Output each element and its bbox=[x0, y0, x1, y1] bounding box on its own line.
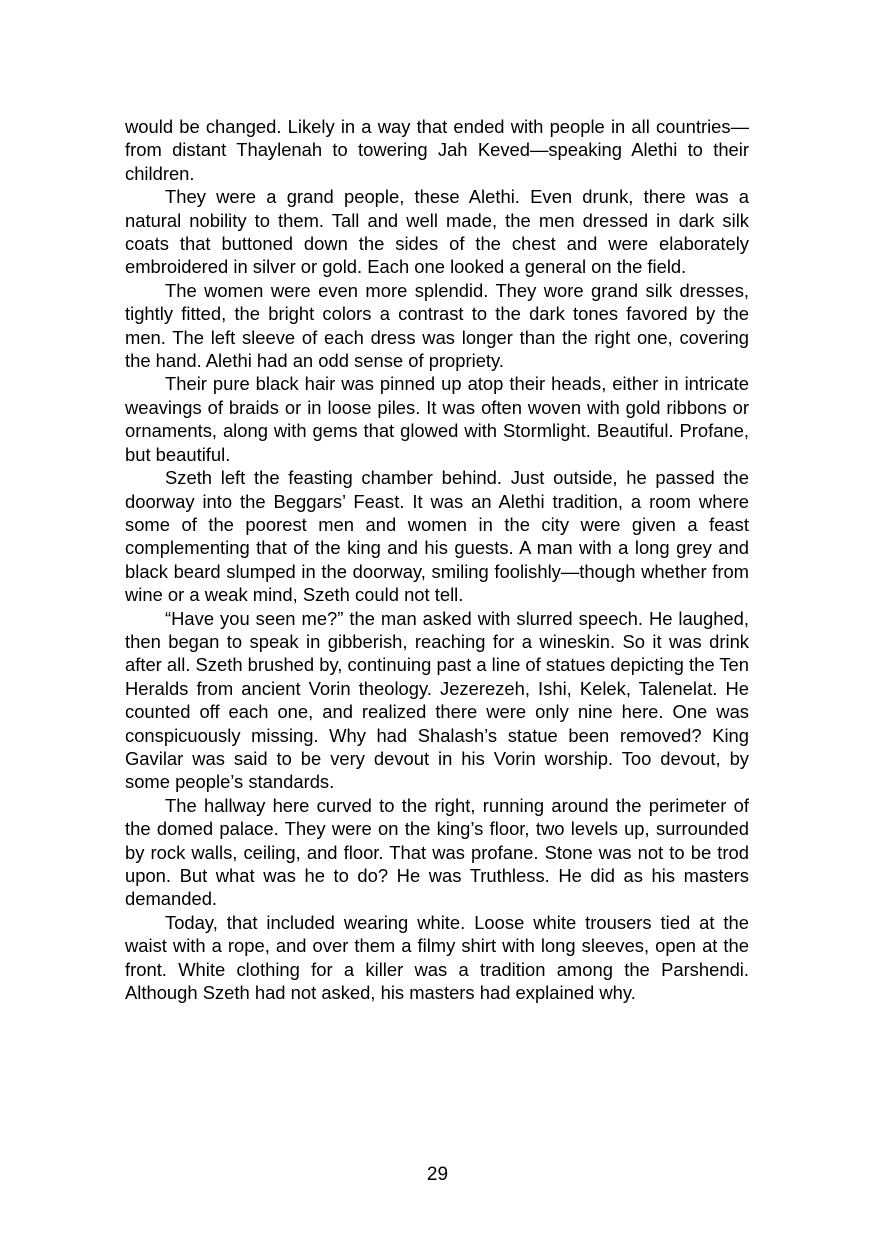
paragraph-continuation: would be changed. Likely in a way that ended with people in all countries—from distant Thaylenah to towering Jah Keved—speaking Alethi to their children. bbox=[125, 116, 749, 184]
paragraph-heralds-statues: “Have you seen me?” the man asked with slurred speech. He laughed, then began to speak in gibberish, reaching for a wineskin. So it was drink after all. Szeth brushed by, continuing past a line of statues depicting the Ten Heralds from ancient Vorin theology. Jezerezeh, Ishi, Kelek, Talenelat. He counted off each one, and realized there were only nine here. One was conspicuously missing. Why had Shalash’s statue been removed? King Gavilar was said to be very devout in his Vorin worship. Too devout, by some people’s standards. bbox=[125, 607, 749, 793]
paragraph-beggars-feast: Szeth left the feasting chamber behind. Just outside, he passed the doorway into the Beggars’ Feast. It was an Alethi tradition, a room where some of the poorest men and women in the city were given a feast complementing that of the king and his guests. A man with a long grey and black beard slumped in the doorway, smiling foolishly—though whether from wine or a weak mind, Szeth could not tell. bbox=[125, 467, 749, 606]
paragraph-white-clothing: Today, that included wearing white. Loose white trousers tied at the waist with a rope, and over them a filmy shirt with long sleeves, open at the front. White clothing for a killer was a tradition among the Parshendi. Although Szeth had not asked, his masters had explained why. bbox=[125, 911, 749, 1004]
paragraph-hallway: The hallway here curved to the right, running around the perimeter of the domed palace. They were on the king’s floor, two levels up, surrounded by rock walls, ceiling, and floor. That was profane. Stone was not to be trod upon. But what was he to do? He was Truthless. He did as his masters demanded. bbox=[125, 794, 749, 910]
paragraph-alethi-people: They were a grand people, these Alethi. Even drunk, there was a natural nobility to them. Tall and well made, the men dressed in dark silk coats that buttoned down the sides of the chest and were elaborately embroidered in silver or gold. Each one looked a general on the field. bbox=[125, 186, 749, 278]
paragraph-black-hair: Their pure black hair was pinned up atop their heads, either in intricate weavings of braids or in loose piles. It was often woven with gold ribbons or ornaments, along with gems that glowed with Stormlight. Beautiful. Profane, but beautiful. bbox=[125, 373, 749, 465]
page-number: 29 bbox=[426, 1164, 449, 1185]
body-text bbox=[125, 115, 749, 1004]
paragraph-women-dresses: The women were even more splendid. They wore grand silk dresses, tightly fitted, the bright colors a contrast to the dark tones favored by the men. The left sleeve of each dress was longer than the right one, covering the hand. Alethi had an odd sense of propriety. bbox=[125, 279, 749, 372]
